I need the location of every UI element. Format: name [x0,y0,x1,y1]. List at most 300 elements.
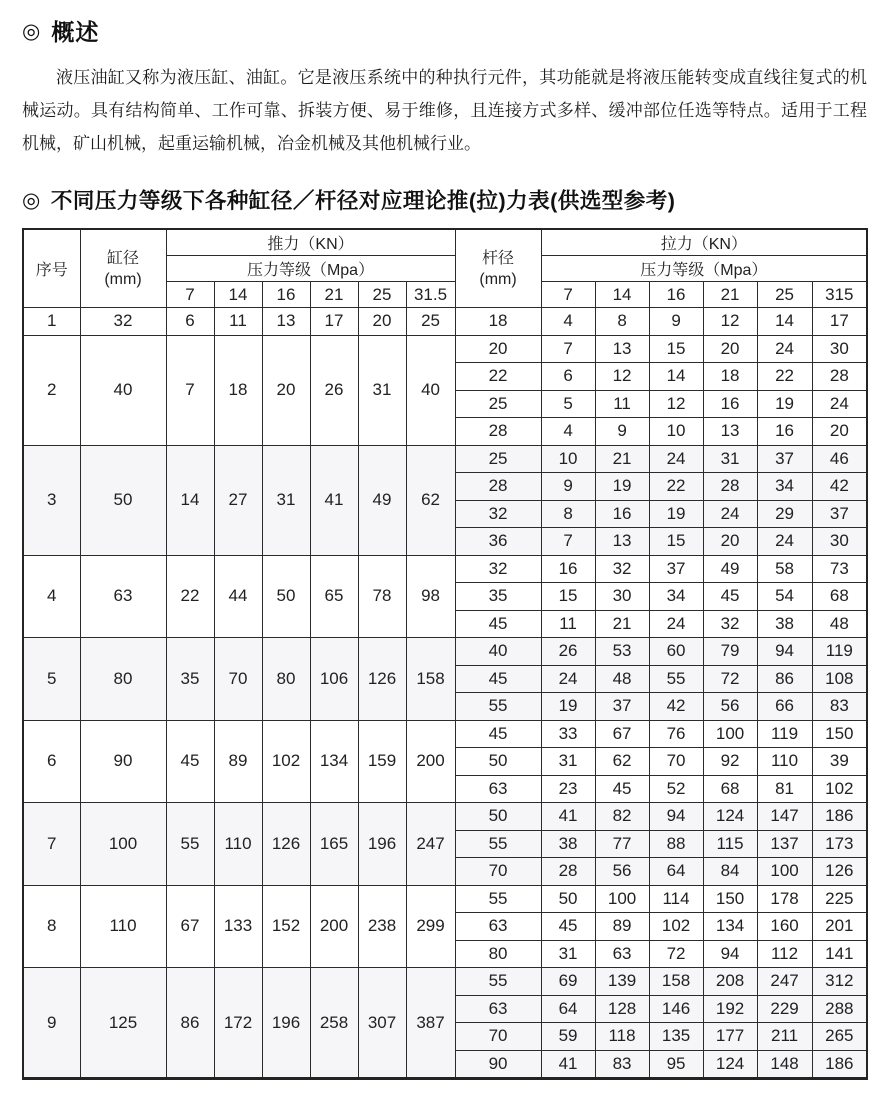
rod-cell: 28 [455,473,541,501]
pull-force-cell: 5 [541,390,595,418]
pull-force-cell: 31 [541,940,595,968]
pull-force-cell: 22 [757,363,812,391]
table-row [23,445,867,473]
pull-force-cell: 54 [757,583,812,611]
pull-force-cell: 64 [649,858,703,886]
push-pressure-value: 16 [262,282,310,308]
push-force-cell: 98 [406,555,455,638]
push-force-cell: 126 [358,638,406,721]
pull-force-cell: 69 [541,968,595,996]
rod-cell: 20 [455,335,541,363]
pull-force-cell: 13 [703,418,757,446]
rod-cell: 63 [455,995,541,1023]
rod-cell: 45 [455,610,541,638]
push-force-cell: 17 [310,308,358,336]
serial-cell: 5 [23,638,80,721]
push-force-cell: 67 [166,885,214,968]
pull-force-cell: 28 [812,363,867,391]
push-force-cell: 86 [166,968,214,1079]
push-force-cell: 387 [406,968,455,1079]
push-force-cell: 25 [406,308,455,336]
col-header-rod-unit: (mm) [479,270,517,288]
pull-force-cell: 31 [703,445,757,473]
pull-pressure-value: 25 [757,282,812,308]
pull-force-cell: 7 [541,335,595,363]
table-row [23,555,867,583]
pull-force-cell: 208 [703,968,757,996]
bore-cell: 40 [80,335,166,445]
push-force-cell: 26 [310,335,358,445]
pull-force-cell: 15 [541,583,595,611]
rod-cell: 55 [455,885,541,913]
pull-force-cell: 59 [541,1023,595,1051]
rod-cell: 50 [455,803,541,831]
push-force-cell: 152 [262,885,310,968]
pull-force-cell: 19 [649,500,703,528]
pull-force-cell: 139 [595,968,649,996]
pull-force-cell: 288 [812,995,867,1023]
push-force-cell: 35 [166,638,214,721]
pull-force-cell: 52 [649,775,703,803]
pull-force-cell: 81 [757,775,812,803]
table-body [23,308,867,1079]
push-force-cell: 89 [214,720,262,803]
push-force-cell: 247 [406,803,455,886]
serial-cell: 4 [23,555,80,638]
pull-force-cell: 16 [595,500,649,528]
pull-force-cell: 16 [703,390,757,418]
pull-force-cell: 82 [595,803,649,831]
bullseye-icon: ◎ [22,189,41,212]
pull-force-cell: 86 [757,665,812,693]
push-pressure-value: 7 [166,282,214,308]
pull-force-cell: 64 [541,995,595,1023]
pull-force-cell: 178 [757,885,812,913]
pull-force-cell: 30 [595,583,649,611]
rod-cell: 55 [455,693,541,721]
pull-force-cell: 68 [703,775,757,803]
rod-cell: 90 [455,1050,541,1079]
overview-paragraph: 液压油缸又称为液压缸、油缸。它是液压系统中的种执行元件，其功能就是将液压能转变成直线往复式的机械运动。具有结构简单、工作可靠、拆装方便、易于维修，且连接方式多样、缓冲部位任选等特点。适用于工程机械，矿山机械，起重运输机械，冶金机械及其他机械行业。 [22,68,867,153]
pull-force-cell: 15 [649,528,703,556]
push-force-cell: 14 [166,445,214,555]
push-force-cell: 62 [406,445,455,555]
push-force-cell: 110 [214,803,262,886]
bore-cell: 125 [80,968,166,1079]
serial-cell: 7 [23,803,80,886]
serial-cell: 1 [23,308,80,336]
push-force-cell: 106 [310,638,358,721]
pull-force-cell: 118 [595,1023,649,1051]
pull-force-cell: 24 [812,390,867,418]
pull-force-cell: 10 [541,445,595,473]
col-header-push-force: 推力（KN） [166,229,455,256]
push-force-cell: 55 [166,803,214,886]
pull-force-cell: 24 [649,445,703,473]
pull-force-cell: 66 [757,693,812,721]
push-pressure-grade-header: 压力等级（Mpa） [166,256,455,282]
serial-cell: 8 [23,885,80,968]
pull-force-cell: 126 [812,858,867,886]
pull-force-cell: 12 [649,390,703,418]
rod-cell: 50 [455,748,541,776]
pull-force-cell: 38 [541,830,595,858]
serial-cell: 6 [23,720,80,803]
col-header-bore-label: 缸径 [106,249,139,267]
pull-force-cell: 128 [595,995,649,1023]
pull-force-cell: 24 [757,528,812,556]
pull-force-cell: 30 [812,528,867,556]
pull-force-cell: 83 [595,1050,649,1079]
pull-force-cell: 7 [541,528,595,556]
push-pressure-value: 31.5 [406,282,455,308]
push-force-cell: 6 [166,308,214,336]
pull-force-cell: 6 [541,363,595,391]
pull-force-cell: 146 [649,995,703,1023]
bore-cell: 50 [80,445,166,555]
pull-force-cell: 19 [595,473,649,501]
pull-force-cell: 84 [703,858,757,886]
overview-heading-text: 概述 [51,19,100,45]
push-force-cell: 20 [262,335,310,445]
pull-force-cell: 13 [595,335,649,363]
rod-cell: 25 [455,390,541,418]
push-force-cell: 18 [214,335,262,445]
pull-force-cell: 229 [757,995,812,1023]
pull-force-cell: 177 [703,1023,757,1051]
pull-force-cell: 21 [595,445,649,473]
rod-cell: 25 [455,445,541,473]
col-header-bore-unit: (mm) [104,270,142,288]
push-force-cell: 258 [310,968,358,1079]
pull-force-cell: 141 [812,940,867,968]
pull-pressure-value: 16 [649,282,703,308]
col-header-serial: 序号 [23,229,80,308]
pull-force-cell: 100 [703,720,757,748]
push-force-cell: 11 [214,308,262,336]
pull-force-cell: 119 [812,638,867,666]
pull-force-cell: 186 [812,1050,867,1079]
table-row [23,803,867,831]
pull-force-cell: 20 [703,335,757,363]
pull-force-cell: 32 [703,610,757,638]
pull-force-cell: 4 [541,308,595,336]
pull-force-cell: 41 [541,1050,595,1079]
pull-force-cell: 72 [649,940,703,968]
pull-force-cell: 94 [649,803,703,831]
push-force-cell: 27 [214,445,262,555]
pull-force-cell: 42 [649,693,703,721]
rod-cell: 22 [455,363,541,391]
table-row [23,638,867,666]
pull-force-cell: 45 [703,583,757,611]
pull-force-cell: 89 [595,913,649,941]
pull-force-cell: 50 [541,885,595,913]
pull-force-cell: 17 [812,308,867,336]
pull-force-cell: 11 [541,610,595,638]
pull-force-cell: 56 [703,693,757,721]
rod-cell: 63 [455,913,541,941]
push-force-cell: 65 [310,555,358,638]
serial-cell: 2 [23,335,80,445]
pull-force-cell: 60 [649,638,703,666]
push-force-cell: 7 [166,335,214,445]
rod-cell: 80 [455,940,541,968]
rod-cell: 70 [455,858,541,886]
pull-force-cell: 12 [703,308,757,336]
pull-force-cell: 201 [812,913,867,941]
pull-force-cell: 19 [757,390,812,418]
pull-force-cell: 211 [757,1023,812,1051]
push-force-cell: 44 [214,555,262,638]
rod-cell: 45 [455,665,541,693]
table-row [23,335,867,363]
pull-force-cell: 102 [812,775,867,803]
rod-cell: 63 [455,775,541,803]
pull-force-cell: 22 [649,473,703,501]
pull-force-cell: 10 [649,418,703,446]
pull-force-cell: 173 [812,830,867,858]
pull-force-cell: 135 [649,1023,703,1051]
bore-cell: 32 [80,308,166,336]
pull-force-cell: 42 [812,473,867,501]
pull-force-cell: 41 [541,803,595,831]
pull-force-cell: 26 [541,638,595,666]
table-header [23,229,867,308]
push-force-cell: 13 [262,308,310,336]
pull-force-cell: 37 [812,500,867,528]
pull-force-cell: 15 [649,335,703,363]
pull-force-cell: 38 [757,610,812,638]
rod-cell: 70 [455,1023,541,1051]
pull-force-cell: 158 [649,968,703,996]
pull-force-cell: 134 [703,913,757,941]
push-force-cell: 50 [262,555,310,638]
pull-force-cell: 83 [812,693,867,721]
pull-force-cell: 19 [541,693,595,721]
pull-force-cell: 79 [703,638,757,666]
force-table [22,228,868,1080]
pull-force-cell: 119 [757,720,812,748]
pull-force-cell: 45 [595,775,649,803]
pull-force-cell: 115 [703,830,757,858]
push-pressure-value: 25 [358,282,406,308]
pull-force-cell: 31 [541,748,595,776]
pull-force-cell: 12 [595,363,649,391]
pull-force-cell: 8 [595,308,649,336]
pull-force-cell: 4 [541,418,595,446]
pull-force-cell: 108 [812,665,867,693]
push-force-cell: 40 [406,335,455,445]
pull-force-cell: 9 [649,308,703,336]
pull-force-cell: 148 [757,1050,812,1079]
pull-force-cell: 16 [541,555,595,583]
push-force-cell: 126 [262,803,310,886]
push-force-cell: 299 [406,885,455,968]
pull-force-cell: 137 [757,830,812,858]
pull-force-cell: 160 [757,913,812,941]
rod-cell: 55 [455,968,541,996]
pull-force-cell: 37 [649,555,703,583]
push-force-cell: 134 [310,720,358,803]
push-force-cell: 196 [262,968,310,1079]
pull-force-cell: 192 [703,995,757,1023]
rod-cell: 28 [455,418,541,446]
pull-force-cell: 147 [757,803,812,831]
push-force-cell: 200 [406,720,455,803]
pull-force-cell: 48 [595,665,649,693]
push-force-cell: 165 [310,803,358,886]
col-header-rod-label: 杆径 [482,249,515,267]
pull-force-cell: 49 [703,555,757,583]
pull-force-cell: 102 [649,913,703,941]
pull-force-cell: 28 [703,473,757,501]
pull-force-cell: 13 [595,528,649,556]
pull-force-cell: 265 [812,1023,867,1051]
pull-force-cell: 37 [595,693,649,721]
pull-force-cell: 32 [595,555,649,583]
pull-force-cell: 124 [703,803,757,831]
rod-cell: 45 [455,720,541,748]
pull-force-cell: 33 [541,720,595,748]
pull-force-cell: 150 [703,885,757,913]
rod-cell: 32 [455,555,541,583]
pull-force-cell: 88 [649,830,703,858]
serial-cell: 9 [23,968,80,1079]
push-force-cell: 196 [358,803,406,886]
force-table-heading [22,184,867,215]
push-force-cell: 41 [310,445,358,555]
pull-force-cell: 29 [757,500,812,528]
pull-force-cell: 16 [757,418,812,446]
rod-cell: 18 [455,308,541,336]
push-force-cell: 20 [358,308,406,336]
table-row [23,720,867,748]
push-force-cell: 78 [358,555,406,638]
bore-cell: 80 [80,638,166,721]
pull-force-cell: 58 [757,555,812,583]
pull-force-cell: 45 [541,913,595,941]
pull-force-cell: 9 [541,473,595,501]
pull-force-cell: 11 [595,390,649,418]
pull-force-cell: 55 [649,665,703,693]
push-pressure-value: 14 [214,282,262,308]
pull-force-cell: 110 [757,748,812,776]
push-force-cell: 70 [214,638,262,721]
pull-force-cell: 8 [541,500,595,528]
pull-force-cell: 62 [595,748,649,776]
pull-force-cell: 23 [541,775,595,803]
push-force-cell: 172 [214,968,262,1079]
pull-force-cell: 56 [595,858,649,886]
pull-force-cell: 30 [812,335,867,363]
col-header-rod [455,229,541,308]
pull-force-cell: 112 [757,940,812,968]
pull-force-cell: 67 [595,720,649,748]
push-force-cell: 102 [262,720,310,803]
bullseye-icon: ◎ [22,20,42,43]
pull-force-cell: 20 [703,528,757,556]
push-force-cell: 200 [310,885,358,968]
pull-force-cell: 34 [649,583,703,611]
table-row [23,308,867,336]
push-force-cell: 49 [358,445,406,555]
push-force-cell: 31 [262,445,310,555]
pull-force-cell: 186 [812,803,867,831]
pull-force-cell: 63 [595,940,649,968]
pull-force-cell: 48 [812,610,867,638]
serial-cell: 3 [23,445,80,555]
pull-pressure-value: 21 [703,282,757,308]
pull-force-cell: 39 [812,748,867,776]
pull-force-cell: 46 [812,445,867,473]
col-header-bore [80,229,166,308]
pull-force-cell: 94 [757,638,812,666]
pull-force-cell: 95 [649,1050,703,1079]
pull-pressure-value: 315 [812,282,867,308]
pull-force-cell: 28 [541,858,595,886]
pull-force-cell: 24 [703,500,757,528]
pull-force-cell: 24 [757,335,812,363]
pull-force-cell: 14 [649,363,703,391]
pull-force-cell: 18 [703,363,757,391]
pull-force-cell: 100 [757,858,812,886]
push-force-cell: 307 [358,968,406,1079]
pull-force-cell: 9 [595,418,649,446]
pull-force-cell: 14 [757,308,812,336]
table-row [23,885,867,913]
pull-force-cell: 70 [649,748,703,776]
pull-pressure-value: 14 [595,282,649,308]
pull-force-cell: 114 [649,885,703,913]
force-table-heading-text: 不同压力等级下各种缸径／杆径对应理论推(拉)力表(供选型参考) [50,189,676,213]
header-row-1 [23,229,867,256]
pull-force-cell: 247 [757,968,812,996]
push-force-cell: 45 [166,720,214,803]
pull-force-cell: 94 [703,940,757,968]
pull-force-cell: 100 [595,885,649,913]
rod-cell: 35 [455,583,541,611]
pull-force-cell: 68 [812,583,867,611]
push-force-cell: 133 [214,885,262,968]
col-header-pull-force: 拉力（KN） [541,229,867,256]
overview-heading [22,14,867,47]
pull-force-cell: 225 [812,885,867,913]
pull-force-cell: 24 [649,610,703,638]
pull-force-cell: 34 [757,473,812,501]
bore-cell: 63 [80,555,166,638]
push-force-cell: 22 [166,555,214,638]
pull-force-cell: 73 [812,555,867,583]
rod-cell: 55 [455,830,541,858]
pull-force-cell: 24 [541,665,595,693]
push-force-cell: 238 [358,885,406,968]
pull-force-cell: 37 [757,445,812,473]
push-force-cell: 31 [358,335,406,445]
bore-cell: 90 [80,720,166,803]
pull-force-cell: 20 [812,418,867,446]
pull-force-cell: 72 [703,665,757,693]
bore-cell: 100 [80,803,166,886]
push-force-cell: 159 [358,720,406,803]
pull-force-cell: 150 [812,720,867,748]
rod-cell: 32 [455,500,541,528]
bore-cell: 110 [80,885,166,968]
pull-force-cell: 92 [703,748,757,776]
table-row [23,968,867,996]
push-force-cell: 80 [262,638,310,721]
pull-force-cell: 21 [595,610,649,638]
